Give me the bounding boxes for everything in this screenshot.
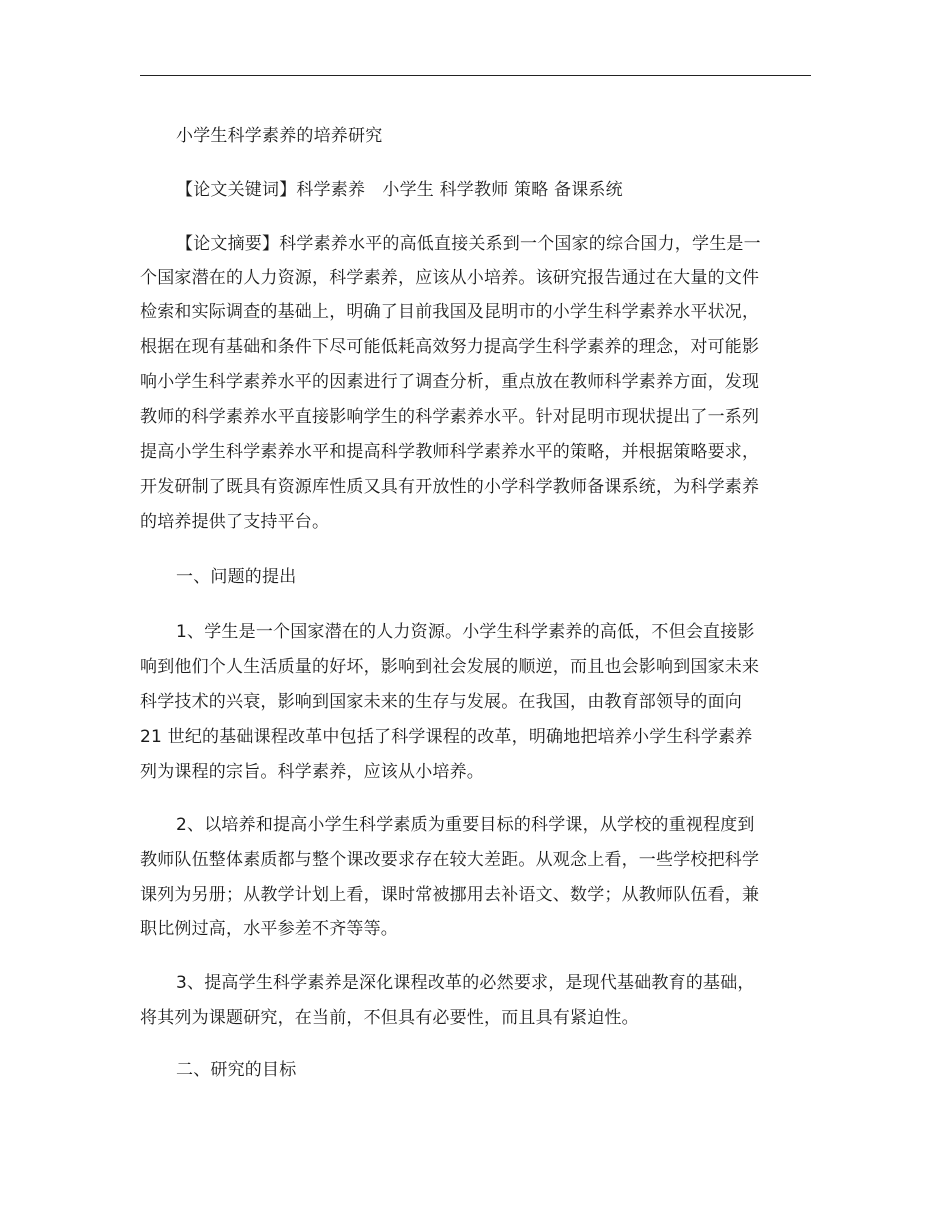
abstract-line: 教师的科学素养水平直接影响学生的科学素养水平。针对昆明市现状提出了一系列: [140, 407, 760, 427]
paragraph-line: 将其列为课题研究，在当前，不但具有必要性，而且具有紧迫性。: [140, 1008, 639, 1028]
abstract-line: 【论文摘要】科学素养水平的高低直接关系到一个国家的综合国力，学生是一: [176, 234, 761, 254]
section-heading: 一、问题的提出: [176, 567, 297, 587]
abstract-line: 的培养提供了支持平台。: [140, 512, 330, 532]
abstract-line: 检索和实际调查的基础上，明确了目前我国及昆明市的小学生科学素养水平状况，: [140, 302, 760, 322]
abstract-line: 开发研制了既具有资源库性质又具有开放性的小学科学教师备课系统，为科学素养: [140, 477, 760, 497]
paragraph-line: 科学技术的兴衰，影响到国家未来的生存与发展。在我国，由教育部领导的面向: [140, 692, 742, 712]
header-rule: [140, 75, 811, 76]
paragraph-line: 列为课程的宗旨。科学素养，应该从小培养。: [140, 762, 484, 782]
abstract-line: 个国家潜在的人力资源，科学素养，应该从小培养。该研究报告通过在大量的文件: [140, 268, 760, 288]
document-title: 小学生科学素养的培养研究: [176, 126, 383, 146]
abstract-line: 响小学生科学素养水平的因素进行了调查分析，重点放在教师科学素养方面，发现: [140, 372, 760, 392]
paragraph-line: 1、学生是一个国家潜在的人力资源。小学生科学素养的高低，不但会直接影: [176, 622, 755, 642]
paragraph-line: 课列为另册；从教学计划上看，课时常被挪用去补语文、数学；从教师队伍看，兼: [140, 885, 760, 905]
abstract-line: 根据在现有基础和条件下尽可能低耗高效努力提高学生科学素养的理念，对可能影: [140, 337, 760, 357]
paragraph-line: 职比例过高，水平参差不齐等等。: [140, 919, 398, 939]
paragraph-line: 教师队伍整体素质都与整个课改要求存在较大差距。从观念上看，一些学校把科学: [140, 850, 760, 870]
paragraph-line: 响到他们个人生活质量的好坏，影响到社会发展的顺逆，而且也会影响到国家未来: [140, 657, 760, 677]
paragraph-line: 3、提高学生科学素养是深化课程改革的必然要求，是现代基础教育的基础，: [176, 973, 755, 993]
paragraph-line: 2、以培养和提高小学生科学素质为重要目标的科学课，从学校的重视程度到: [176, 815, 755, 835]
section-heading: 二、研究的目标: [176, 1060, 297, 1080]
keywords-line: 【论文关键词】科学素养 小学生 科学教师 策略 备课系统: [176, 180, 623, 200]
abstract-line: 提高小学生科学素养水平和提高科学教师科学素养水平的策略，并根据策略要求，: [140, 442, 760, 462]
paragraph-line: 21 世纪的基础课程改革中包括了科学课程的改革，明确地把培养小学生科学素养: [140, 727, 753, 747]
